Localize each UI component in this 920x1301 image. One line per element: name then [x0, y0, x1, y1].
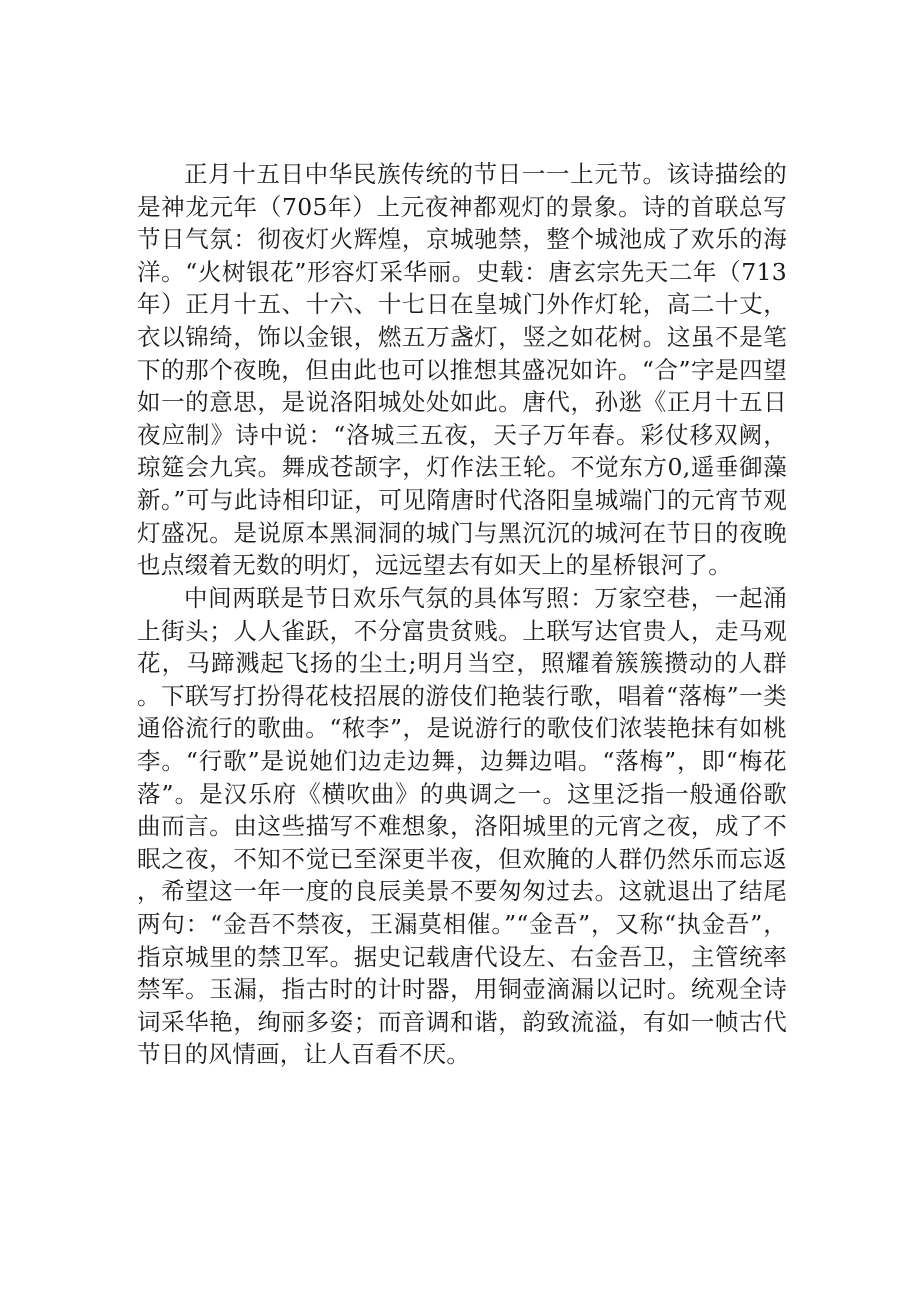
paragraph-2: 中间两联是节日欢乐气氛的具体写照：万家空巷，一起涌上街头；人人雀跃，不分富贵贫贱。上联写达官贵人，走马观花，马蹄溅起飞扬的尘土;明月当空，照耀着簇簇攒动的人群。下联写打扮得花枝招展的游伎们艳装行歌，唱着“落梅”一类通俗流行的歌曲。“秾李”，是说游行的歌伎们浓装艳抹有如桃李。“行歌”是说她们边走边舞，边舞边唱。“落梅”，即“梅花落”。是汉乐府《横吹曲》的典调之一。这里泛指一般通俗歌曲而言。由这些描写不难想象，洛阳城里的元宵之夜，成了不眠之夜，不知不觉已至深更半夜，但欢腌的人群仍然乐而忘返，希望这一年一度的良辰美景不要匆匆过去。这就退出了结尾两句：“金吾不禁夜，王漏莫相催。”“金吾”，又称“执金吾”，指京城里的禁卫军。据史记载唐代设左、右金吾卫，主管统率禁军。玉漏，指古时的计时器，用铜壶滴漏以记时。统观全诗词采华艳，绚丽多姿；而音调和谐，韵致流溢，有如一帧古代节日的风情画，让人百看不厌。	[137, 584, 787, 1069]
paragraph-1: 正月十五日中华民族传统的节日一一上元节。该诗描绘的是神龙元年（705年）上元夜神都观灯的景象。诗的首联总写节日气氛：彻夜灯火辉煌，京城驰禁，整个城池成了欢乐的海洋。“火树银花”形容灯采华丽。史载：唐玄宗先天二年（713年）正月十五、十六、十七日在皇城门外作灯轮，高二十丈，衣以锦绮，饰以金银，燃五万盏灯，竖之如花树。这虽不是笔下的那个夜晚，但由此也可以推想其盛况如许。“合”字是四望如一的意思，是说洛阳城处处如此。唐代，孙逖《正月十五日夜应制》诗中说：“洛城三五夜，天子万年春。彩仗移双阙，琼筵会九宾。舞成苍颉字，灯作法王轮。不觉东方0,遥垂御藻新。”可与此诗相印证，可见隋唐时代洛阳皇城端门的元宵节观灯盛况。是说原本黑洞洞的城门与黑沉沉的城河在节日的夜晚也点缀着无数的明灯，远远望去有如天上的星桥银河了。	[137, 160, 787, 580]
